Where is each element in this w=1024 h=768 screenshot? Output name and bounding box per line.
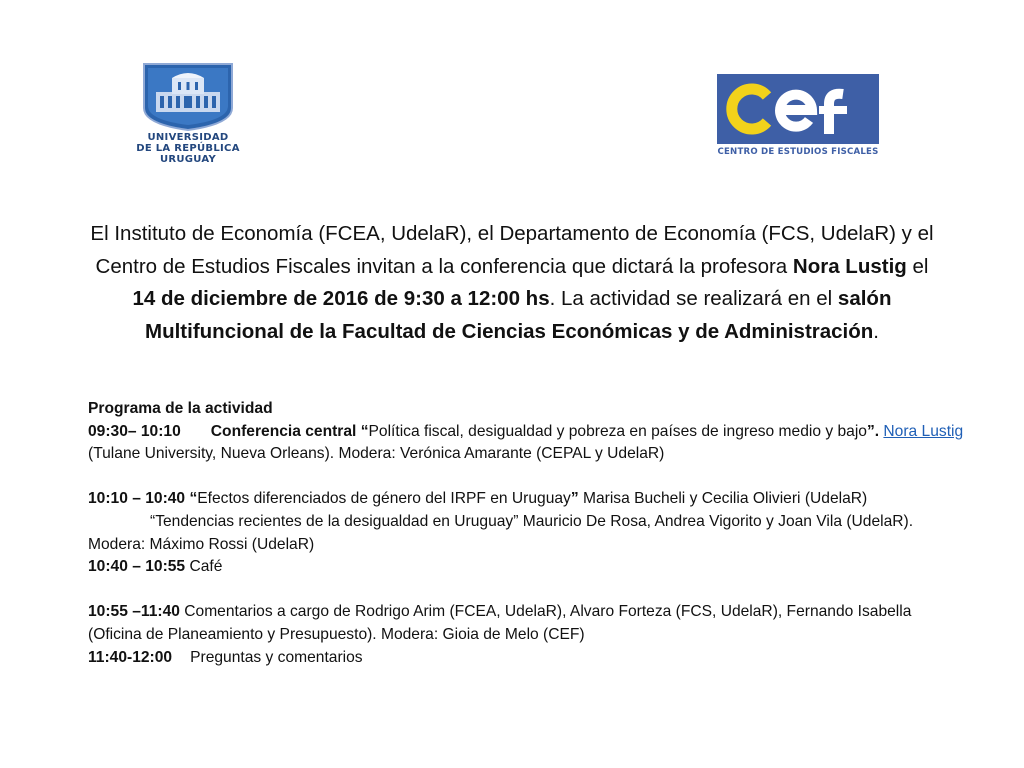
program-item-coffee <box>88 556 968 579</box>
item1-label: Conferencia central <box>210 422 357 440</box>
item2-rest: Marisa Bucheli y Cecilia Olivieri (UdelaR) <box>578 490 868 508</box>
event-venue: salón Multifuncional de la Facultad de Ciencias Económicas y de Administración <box>145 287 892 343</box>
item5-rest: Preguntas y comentarios <box>190 648 363 666</box>
item5-time: 11:40-12:00 <box>88 648 173 666</box>
program-section <box>88 398 968 669</box>
item1-quote-close: ”. <box>866 422 884 440</box>
item4-rest: Comentarios a cargo de Rodrigo Arim (FCEA, UdelaR), Alvaro Forteza (FCS, UdelaR), Fernando Isabella (Oficina de Planeamiento y Presupuesto). Modera: Gioia de Melo (CEF) <box>88 603 912 643</box>
item1-talk: Política fiscal, desigualdad y pobreza en países de ingreso medio y bajo <box>368 422 867 440</box>
udelar-line-3: URUGUAY <box>159 154 217 165</box>
spacer <box>88 579 968 602</box>
program-item-comments <box>88 601 968 646</box>
item2b-text: “Tendencias recientes de la desigualdad en Uruguay” Mauricio De Rosa, Andrea Vigorito y Joan Vila (UdelaR). Modera: Máximo Rossi (UdelaR) <box>88 512 914 553</box>
udelar-line-1: UNIVERSIDAD <box>147 132 229 143</box>
udelar-line-2: DE LA REPÚBLICA <box>136 143 240 154</box>
item1-time: 09:30– 10:10 <box>88 422 181 440</box>
item2-quote-open: “ <box>185 490 198 508</box>
intro-text-2: el <box>906 254 929 278</box>
event-date: 14 de diciembre de 2016 de 9:30 a 12:00 hs <box>132 287 550 310</box>
intro-text-3: . La actividad se realizará en el <box>549 287 838 310</box>
cef-wordmark-box <box>717 74 879 144</box>
program-item-gender <box>88 488 968 511</box>
item2-quote-close: ” <box>570 490 579 508</box>
spacer <box>88 466 968 489</box>
speaker-link[interactable]: Nora Lustig <box>883 422 964 440</box>
program-item-keynote <box>88 421 968 466</box>
udelar-name <box>120 132 256 165</box>
cef-logo <box>717 74 879 164</box>
program-item-questions <box>88 647 968 670</box>
udelar-building-icon <box>128 62 248 132</box>
item1-quote-open: “ <box>356 422 369 440</box>
invitation-paragraph <box>88 218 936 348</box>
program-item-inequality <box>88 511 968 556</box>
item2-time: 10:10 – 10:40 <box>88 490 186 508</box>
item3-rest: Café <box>185 558 223 576</box>
item4-time: 10:55 –11:40 <box>88 603 180 621</box>
cef-wordmark-icon <box>717 74 879 144</box>
indent-spacer <box>88 513 150 530</box>
item2-talk: Efectos diferenciados de género del IRPF en Uruguay <box>197 490 571 508</box>
program-title: Programa de la actividad <box>88 400 273 417</box>
speaker-name: Nora Lustig <box>792 254 907 278</box>
cef-subtitle: CENTRO DE ESTUDIOS FISCALES <box>717 147 879 157</box>
intro-text-1: El Instituto de Economía (FCEA, UdelaR), el Departamento de Economía (FCS, UdelaR) y el Centro de Estudios Fiscales invitan a la conferencia que dictará la profesora <box>90 222 934 278</box>
intro-text-4: . <box>873 319 879 343</box>
item1-rest: (Tulane University, Nueva Orleans). Modera: Verónica Amarante (CEPAL y UdelaR) <box>88 445 665 463</box>
item3-time: 10:40 – 10:55 <box>88 558 186 576</box>
